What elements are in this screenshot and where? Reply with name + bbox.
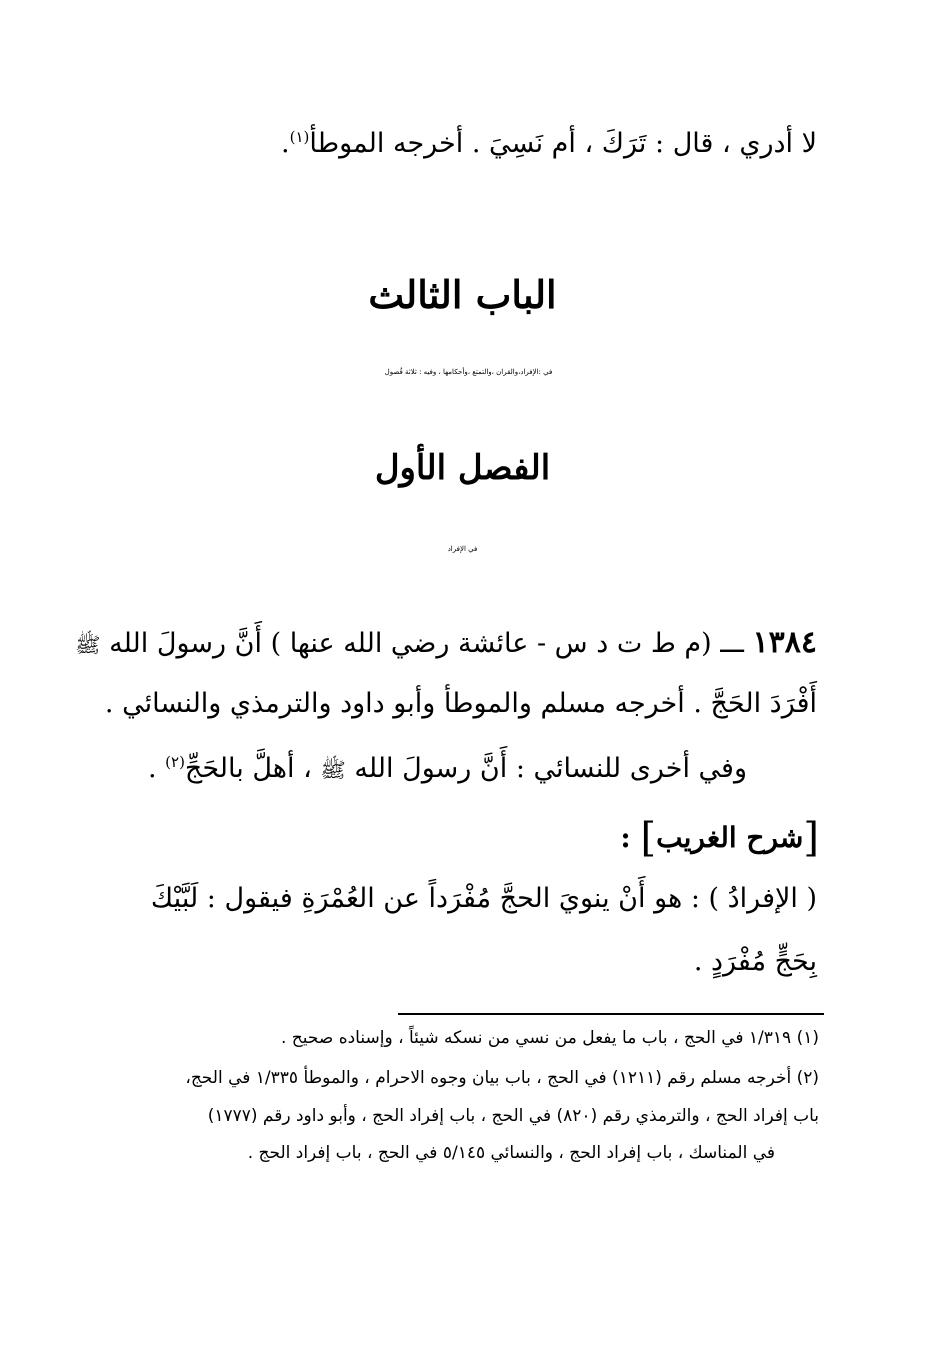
gharib-line-2: بِحَجٍّ مُفْرَدٍ . (693, 946, 817, 977)
footnote-2-line-2: باب إفراد الحج ، والترمذي رقم (٨٢٠) في الحج ، باب إفراد الحج ، وأبو داود رقم (١٧٧٧) (207, 1106, 819, 1126)
footnote-2-line-3: في المناسك ، باب إفراد الحج ، والنسائي ٥/١٤٥ في الحج ، باب إفراد الحج . (247, 1143, 775, 1163)
section-title: الفصل الأول (374, 448, 551, 488)
hadith-line-1-text: ـــ (م ط ت د س - عائشة رضي الله عنها ) أَنَّ رسولَ الله (109, 628, 744, 659)
footnote-divider (398, 1013, 824, 1015)
hadith-line-3 (148, 753, 747, 788)
chapter-title: الباب الثالث (368, 272, 557, 317)
gharib-heading (620, 815, 819, 861)
gharib-heading-text: شرح الغريب (656, 821, 804, 854)
hadith-line-2: أَفْرَدَ الحَجَّ . أخرجه مسلم والموطأ وأبو داود والترمذي والنسائي . (104, 688, 817, 719)
footnote-1: (١) ١/٣١٩ في الحج ، باب ما يفعل من نسي من نسكه شيئاً ، وإسناده صحيح . (280, 1028, 819, 1048)
continuation-text: لا أدري ، قال : تَرَكَ ، أم نَسِيَ . أخرجه الموطأ (309, 128, 817, 159)
footnote-ref-2: (٢) (165, 753, 185, 771)
continuation-line (281, 128, 817, 159)
hadith-line-3-end: . (147, 753, 157, 784)
hadith-line-1 (75, 625, 817, 663)
gharib-line-1: ( الإفرادُ ) : هو أَنْ ينويَ الحجَّ مُفْرَداً عن العُمْرَةِ فيقول : لَبَّيْكَ (150, 883, 817, 914)
heading-close-bracket: ] (640, 815, 657, 861)
continuation-end: . (281, 128, 290, 159)
salutation-symbol-1: ﷺ (75, 633, 101, 657)
chapter-subtitle: في :الإفراد،والقران ،والتمتع ،وأحكامها ، وفيه : ثلاثة فُصول (384, 368, 553, 376)
hadith-number: ١٣٨٤ (752, 625, 817, 660)
footnote-2-line-1: (٢) أخرجه مسلم رقم (١٢١١) في الحج ، باب بيان وجوه الاحرام ، والموطأ ١/٣٣٥ في الحج، (185, 1068, 819, 1088)
gharib-heading-colon: : (620, 821, 631, 854)
heading-open-bracket: [ (803, 815, 819, 861)
hadith-line-3-a: وفي أخرى للنسائي : أَنَّ رسولَ الله (354, 753, 747, 784)
salutation-symbol-2: ﷺ (320, 758, 346, 782)
hadith-line-3-b: ، أهلَّ بالحَجِّ (184, 753, 312, 784)
section-subtitle: في الإفراد (447, 545, 478, 553)
footnote-ref-1: (١) (289, 128, 310, 146)
